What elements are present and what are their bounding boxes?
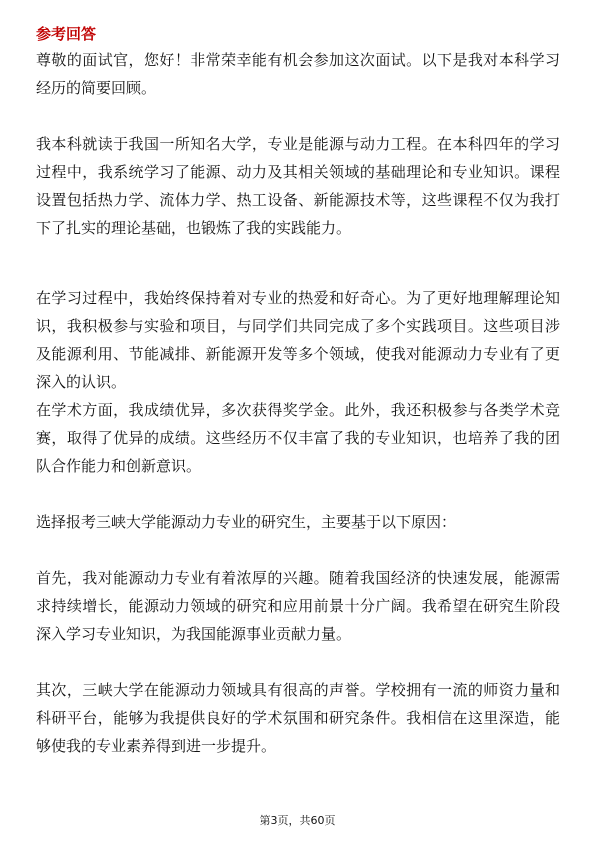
- paragraph-greeting: 尊敬的面试官，您好！非常荣幸能有机会参加这次面试。以下是我对本科学习经历的简要回顾。: [36, 51, 560, 97]
- paragraph-reason-first: 首先，我对能源动力专业有着浓厚的兴趣。随着我国经济的快速发展，能源需求持续增长，能源动力领域的研究和应用前景十分广阔。我希望在研究生阶段深入学习专业知识，为我国能源事业贡献力量。: [36, 569, 560, 643]
- paragraph-practice: 在学习过程中，我始终保持着对专业的热爱和好奇心。为了更好地理解理论知识，我积极参与实验和项目，与同学们共同完成了多个实践项目。这些项目涉及能源利用、节能减排、新能源开发等多个领域，使我对能源动力专业有了更深入的认识。: [36, 289, 560, 391]
- paragraph-reason-second: 其次，三峡大学在能源动力领域具有很高的声誉。学校拥有一流的师资力量和科研平台，能够为我提供良好的学术氛围和研究条件。我相信在这里深造，能够使我的专业素养得到进一步提升。: [36, 681, 560, 755]
- paragraph-reasons-intro: 选择报考三峡大学能源动力专业的研究生，主要基于以下原因：: [36, 513, 457, 531]
- page-number-footer: 第3页，共60页: [259, 814, 336, 827]
- paragraph-academic: 在学术方面，我成绩优异，多次获得奖学金。此外，我还积极参与各类学术竞赛，取得了优异的成绩。这些经历不仅丰富了我的专业知识，也培养了我的团队合作能力和创新意识。: [36, 401, 560, 475]
- paragraph-undergrad-study: 我本科就读于我国一所知名大学，专业是能源与动力工程。在本科四年的学习过程中，我系统学习了能源、动力及其相关领域的基础理论和专业知识。课程设置包括热力学、流体力学、热工设备、新能源技术等，这些课程不仅为我打下了扎实的理论基础，也锻炼了我的实践能力。: [36, 135, 560, 237]
- section-heading: 参考回答: [36, 25, 97, 43]
